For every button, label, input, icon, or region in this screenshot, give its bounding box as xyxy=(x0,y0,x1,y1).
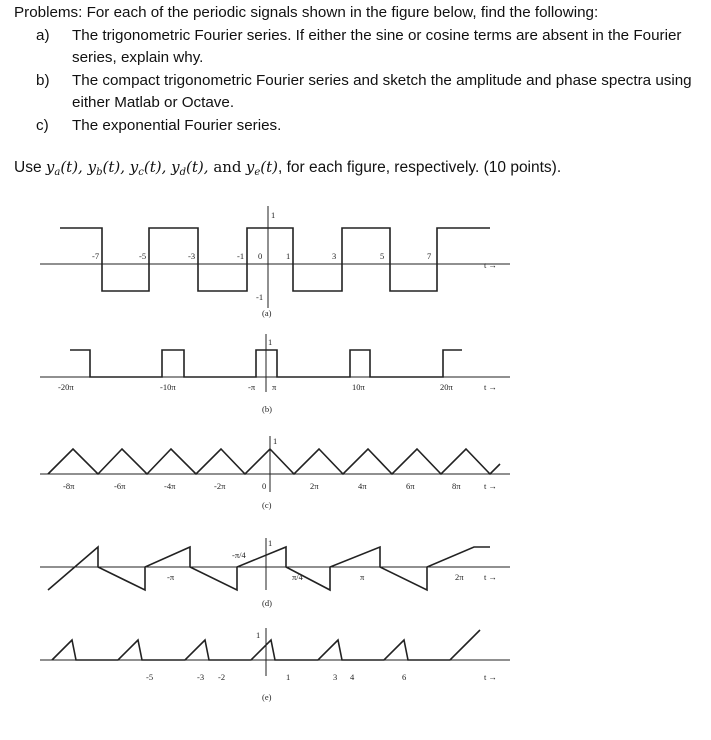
signal-sub: b xyxy=(96,167,103,178)
tick-label: 1 xyxy=(286,251,291,261)
and-word: and xyxy=(213,158,242,176)
axis-label: t → xyxy=(484,572,497,582)
axis-label: t → xyxy=(484,672,497,682)
tick-label: 4π xyxy=(358,481,367,491)
caption-a: (a) xyxy=(262,308,272,318)
tick-label: 3 xyxy=(332,251,337,261)
signal-sub: d xyxy=(179,167,187,178)
tick-label: -3 xyxy=(188,251,196,261)
item-label: a) xyxy=(36,26,50,44)
waveform-a xyxy=(60,228,490,291)
signal-sub: c xyxy=(138,167,144,178)
item-label: c) xyxy=(36,116,49,134)
tick-label: 2π xyxy=(310,481,319,491)
tick-label: 7 xyxy=(427,251,432,261)
tick-label: -3 xyxy=(197,672,205,682)
tick-label: 0 xyxy=(262,481,267,491)
axis-label: t → xyxy=(484,481,497,491)
signal-yd: $y_d(t)$, xyxy=(171,158,214,178)
item-text: The exponential Fourier series. xyxy=(72,116,282,134)
signal-yb: $y_b(t)$, xyxy=(87,158,130,178)
waveform-d xyxy=(48,547,490,590)
tick-label: -5 xyxy=(146,672,154,682)
signal-ye: $y_e(t)$ xyxy=(245,158,278,178)
amp-label-b1: 1 xyxy=(268,337,273,347)
tick-label: -7 xyxy=(92,251,100,261)
tick-label: -π/4 xyxy=(232,550,246,560)
amp-label-e1: 1 xyxy=(256,630,261,640)
tick-label: 1 xyxy=(286,672,291,682)
tick-label: -6π xyxy=(114,481,126,491)
signal-sub: a xyxy=(54,167,61,178)
item-text: The trigonometric Fourier series. If either the sine or cosine terms are absent in the Fourier series, explain why. xyxy=(72,26,682,66)
amp-label-c1: 1 xyxy=(273,436,278,446)
signal-sub: e xyxy=(254,167,261,178)
tick-label: 8π xyxy=(452,481,461,491)
tick-label: -1 xyxy=(237,251,245,261)
axis-label: t → xyxy=(484,260,497,270)
tick-label: 5 xyxy=(380,251,385,261)
waveform-c xyxy=(48,449,500,474)
tick-label: -2 xyxy=(218,672,226,682)
tick-label: -5 xyxy=(139,251,147,261)
amp-label-a1: 1 xyxy=(271,210,276,220)
tick-label: 10π xyxy=(352,382,365,392)
amp-label-d1: 1 xyxy=(268,538,273,548)
tick-label: -20π xyxy=(58,382,74,392)
tick-label: 3 xyxy=(333,672,338,682)
tick-label: -4π xyxy=(164,481,176,491)
signal-ya: $y_a(t)$, xyxy=(45,158,88,178)
caption-c: (c) xyxy=(262,500,272,510)
caption-b: (b) xyxy=(262,404,272,414)
axis-label: t → xyxy=(484,382,497,392)
tick-label: -π xyxy=(248,382,256,392)
tick-label: π/4 xyxy=(292,572,303,582)
tick-label: 6 xyxy=(402,672,407,682)
tick-label: 2π xyxy=(455,572,464,582)
tick-label: -2π xyxy=(214,481,226,491)
caption-d: (d) xyxy=(262,598,272,608)
tick-label: 4 xyxy=(350,672,355,682)
amp-label-a2: -1 xyxy=(256,292,264,302)
item-text: The compact trigonometric Fourier series and sketch the amplitude and phase spectra using either Matlab or Octave. xyxy=(72,71,692,111)
item-label: b) xyxy=(36,71,50,89)
signal-yc: $y_c(t)$, xyxy=(129,158,172,178)
use-suffix: , for each figure, respectively. (10 points). xyxy=(278,159,562,176)
tick-label: -10π xyxy=(160,382,176,392)
tick-label: -π xyxy=(167,572,175,582)
tick-label: 0 xyxy=(258,251,263,261)
tick-label: π xyxy=(360,572,365,582)
use-prefix: Use xyxy=(14,159,46,176)
tick-label: -8π xyxy=(63,481,75,491)
tick-label: 20π xyxy=(440,382,453,392)
problem-intro: Problems: For each of the periodic signals shown in the figure below, find the following: xyxy=(14,4,599,21)
tick-label: 6π xyxy=(406,481,415,491)
tick-label: π xyxy=(272,382,277,392)
caption-e: (e) xyxy=(262,692,272,702)
